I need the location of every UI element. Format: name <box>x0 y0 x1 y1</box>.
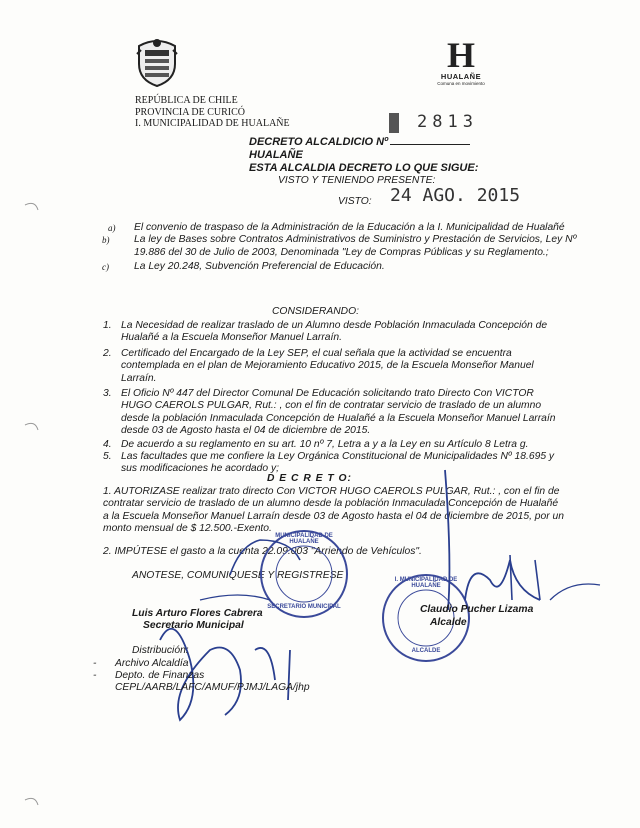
visto-item-b: b) La ley de Bases sobre Contratos Administrativos de Suministro y Prestación de Servicios, Ley Nº 19.886 del 30 de Julio de 2003, Denominada "Ley de Compras Públicas y su Reglamento.; <box>102 234 577 258</box>
considerando-item: 5. Las facultades que me confiere la Ley Orgánica Constitucional de Municipalidades Nº 18.695 y sus modificaciones he acordado y; <box>103 451 555 475</box>
distribution-initials: CEPL/AARB/LAFC/AMUF/PJMJ/LAGA/jhp <box>115 682 310 693</box>
considerando-item: 2. Certificado del Encargado de la Ley SEP, el cual señala que la actividad se encuentra contemplada en el plan de Mejoramiento Educativo 2015, de la Escuela Monseñor Manuel Larraín. <box>103 347 534 384</box>
distribution-heading: Distribución: <box>132 645 189 656</box>
decreto-item-2: 2. IMPÚTESE el gasto a la cuenta 22.09.003 "Arriendo de Vehículos". <box>103 546 422 557</box>
closing-line: ANOTESE, COMUNIQUESE Y REGISTRESE <box>132 570 344 581</box>
distribution-list <box>93 658 204 683</box>
considerando-item: 3. El Oficio Nº 447 del Director Comunal De Educación solicitando trato Directo Con VICTOR HUGO CAEROLS PULGAR, Rut.: , con el fin de contratar servicio de traslado de un alumno desde la población Inmaculada Concepción de Hualañé a la Escuela Monseñor Manuel Larraín desde 03 de Agosto hasta el 04 de diciembre de 2015. <box>103 388 556 437</box>
decree-place: HUALAÑE <box>249 149 303 161</box>
decreto-heading: D E C R E T O: <box>267 473 352 484</box>
decree-intro: ESTA ALCALDIA DECRETO LO QUE SIGUE: <box>249 162 479 174</box>
secretary-stamp-bottom: SECRETARIO MUNICIPAL <box>267 604 341 610</box>
logo-letter: H <box>446 35 475 75</box>
decreto-item-1: 1. AUTORIZASE realizar trato directo Con VICTOR HUGO CAEROLS PULGAR, Rut.: , con el fin de contratar servicio de traslado de un alumno desde la población Inmaculada Concepción de Hualañé a la Escuela Monseñor Manuel Larraín desde 03 de Agosto hasta el 04 de diciembre de 2015, por un monto mensual de $ 12.500.-Exento. <box>103 486 564 535</box>
header-province: PROVINCIA DE CURICÓ <box>135 106 246 118</box>
visto-item-c: c) La Ley 20.248, Subvención Preferencial de Educación. <box>102 261 385 273</box>
logo-name: HUALAÑE <box>440 72 482 81</box>
logo-tagline: Comuna en movimiento <box>437 81 485 86</box>
secretary-stamp-top: MUNICIPALIDAD DE HUALAÑE <box>275 533 333 545</box>
considerando-item: 4. De acuerdo a su reglamento en su art. 10 nº 7, Letra a y a la Ley en su Artículo 8 Letra g. <box>103 438 529 450</box>
distribution-item: - Archivo Alcaldía <box>93 658 189 669</box>
decree-title: DECRETO ALCALDICIO Nº <box>249 136 509 149</box>
distribution-item: - Depto. de Finanzas <box>93 670 205 682</box>
mayor-stamp-bottom: ALCALDE <box>411 648 441 654</box>
visto-teniendo: VISTO Y TENIENDO PRESENTE: <box>278 175 436 186</box>
header-municipality: I. MUNICIPALIDAD DE HUALAÑE <box>135 118 290 129</box>
considerando-item: 1. La Necesidad de realizar traslado de un Alumno desde Población Inmaculada Concepción de Hualañé a la Escuela Monseñor Manuel Larraín. <box>103 320 548 344</box>
considerando-heading: CONSIDERANDO: <box>272 306 359 317</box>
mayor-stamp-top: I. MUNICIPALIDAD DE HUALAÑE <box>394 577 458 589</box>
decree-number: 2813 <box>417 112 478 132</box>
visto-label: VISTO: <box>338 196 372 207</box>
header-country: REPÚBLICA DE CHILE <box>135 95 238 106</box>
visto-item-a: a) El convenio de traspaso de la Administración de la Educación a la I. Municipalidad de Hualañé <box>108 222 565 233</box>
mayor-title: Alcalde <box>430 617 467 628</box>
date-stamp: 24 AGO. 2015 <box>390 185 521 206</box>
secretary-title: Secretario Municipal <box>143 620 244 631</box>
mayor-name: Claudio Pucher Lizama <box>420 604 534 615</box>
secretary-name: Luis Arturo Flores Cabrera <box>132 608 263 619</box>
